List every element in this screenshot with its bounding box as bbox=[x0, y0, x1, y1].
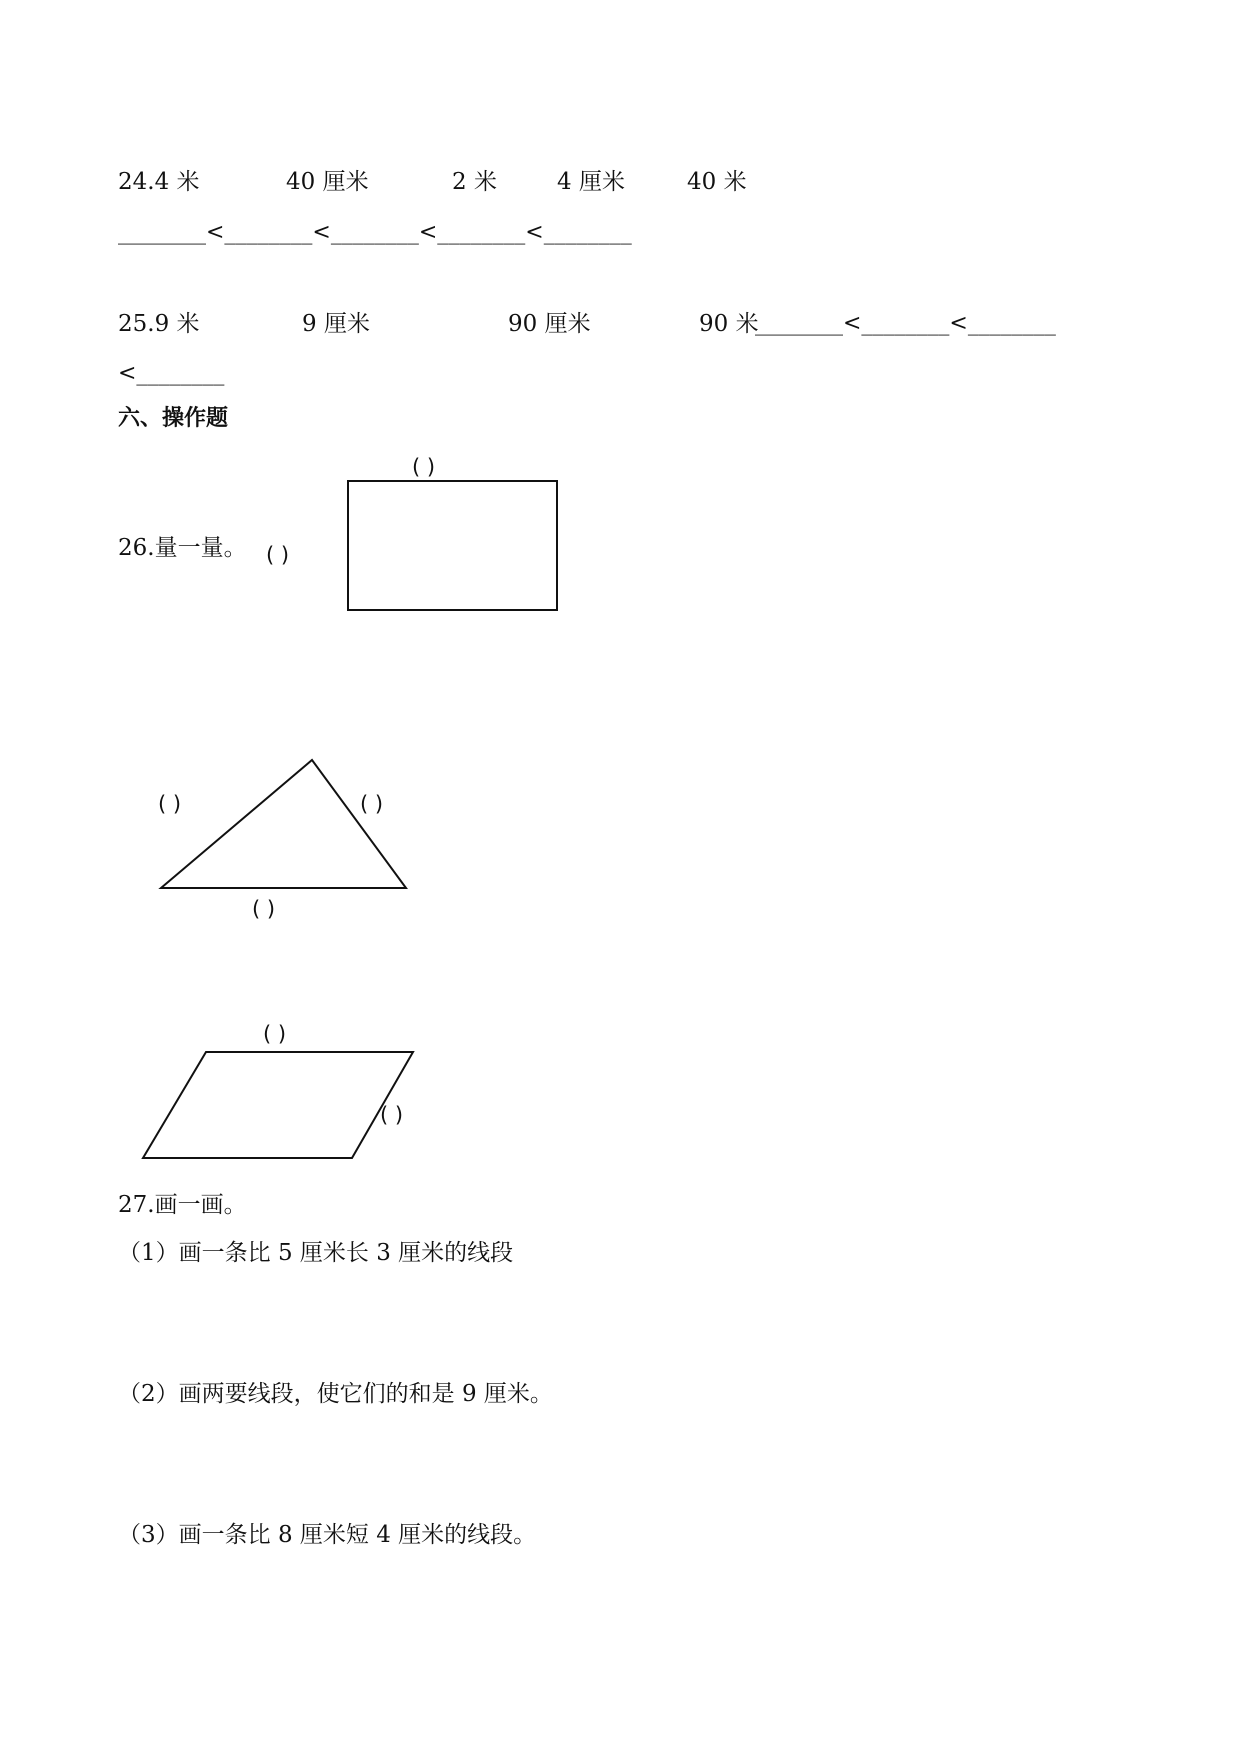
q27-part-1: （1）画一条比 5 厘米长 3 厘米的线段 bbox=[118, 1240, 514, 1266]
q27-label: 27.画一画。 bbox=[118, 1192, 247, 1218]
rect-side-blank[interactable]: ( ) bbox=[266, 543, 290, 567]
q25-answer-line-2[interactable]: <________ bbox=[118, 361, 225, 386]
q24-item-4: 4 厘米 bbox=[557, 169, 625, 195]
triangle-figure bbox=[161, 760, 406, 888]
rectangle-figure bbox=[348, 481, 557, 610]
q26-label: 26.量一量。 bbox=[118, 535, 247, 561]
triangle-bottom-blank[interactable]: ( ) bbox=[252, 897, 276, 921]
q24-answer-line[interactable]: ________<________<________<________<________ bbox=[118, 220, 632, 245]
q24-item-3: 2 米 bbox=[452, 169, 497, 195]
q25-item-1: 25.9 米 bbox=[118, 311, 200, 337]
q24-item-2: 40 厘米 bbox=[286, 169, 369, 195]
q27-part-2: （2）画两要线段，使它们的和是 9 厘米。 bbox=[118, 1381, 553, 1407]
q27-part-3: （3）画一条比 8 厘米短 4 厘米的线段。 bbox=[118, 1522, 537, 1548]
parallelogram-top-blank[interactable]: ( ) bbox=[263, 1022, 287, 1046]
q25-item-2: 9 厘米 bbox=[302, 311, 370, 337]
q25-answer-line-1[interactable]: ________<________<________ bbox=[755, 311, 1056, 336]
parallelogram-figure bbox=[143, 1052, 413, 1158]
rect-top-blank[interactable]: ( ) bbox=[412, 455, 436, 479]
q25-item-4: 90 米 bbox=[699, 311, 759, 337]
triangle-left-blank[interactable]: ( ) bbox=[158, 792, 182, 816]
triangle-right-blank[interactable]: ( ) bbox=[360, 792, 384, 816]
q25-item-3: 90 厘米 bbox=[508, 311, 591, 337]
parallelogram-side-blank[interactable]: ( ) bbox=[380, 1103, 404, 1127]
section-title: 六、操作题 bbox=[118, 406, 229, 431]
q24-item-5: 40 米 bbox=[687, 169, 747, 195]
q24-item-1: 24.4 米 bbox=[118, 169, 200, 195]
